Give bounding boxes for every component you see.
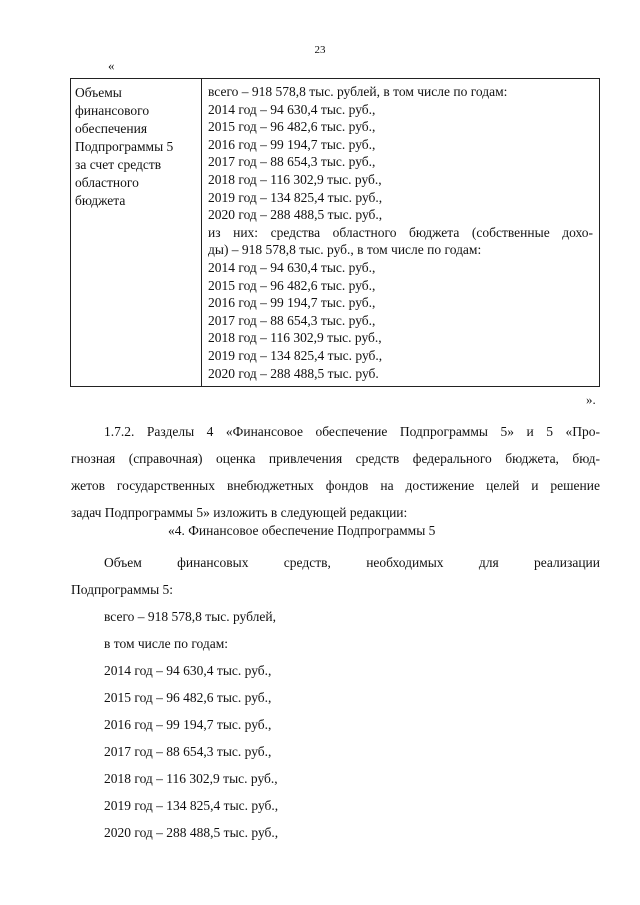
paragraph-line: гнозная (справочная) оценка привлечения средств федерального бюджета, бюд- [71, 451, 600, 466]
section-title: «4. Финансовое обеспечение Подпрограммы 5 [168, 523, 436, 538]
sub-year-line: 2020 год – 288 488,5 тыс. руб. [208, 365, 379, 381]
volume-word: реализации [534, 555, 600, 570]
list-item: всего – 918 578,8 тыс. рублей, [104, 609, 276, 624]
year-line: 2018 год – 116 302,9 тыс. руб., [208, 171, 382, 187]
list-item: в том числе по годам: [104, 636, 229, 651]
label-line: Подпрограммы 5 [75, 139, 174, 154]
list-item: 2014 год – 94 630,4 тыс. руб., [104, 663, 272, 678]
volume-line [104, 549, 600, 576]
list-item: 2020 год – 288 488,5 тыс. руб., [104, 825, 279, 840]
sub-year-line: 2017 год – 88 654,3 тыс. руб., [208, 312, 376, 328]
paragraph-line: 1.7.2. Разделы 4 «Финансовое обеспечение Подпрограммы 5» и 5 «Про- [104, 424, 600, 439]
label-line: областного [75, 175, 139, 190]
funding-list [104, 603, 278, 846]
list-item: 2018 год – 116 302,9 тыс. руб., [104, 771, 278, 786]
sub-year-line: 2019 год – 134 825,4 тыс. руб., [208, 347, 383, 363]
volume-word: необходимых [366, 555, 444, 570]
volume-word: Объем [104, 555, 142, 570]
table-value-cell [202, 79, 599, 386]
list-item: 2016 год – 99 194,7 тыс. руб., [104, 717, 272, 732]
label-line: Объемы [75, 85, 122, 100]
list-item: 2019 год – 134 825,4 тыс. руб., [104, 798, 279, 813]
label-line: обеспечения [75, 121, 148, 136]
volume-paragraph [71, 549, 600, 603]
label-line: за счет средств [75, 157, 162, 172]
year-line: 2019 год – 134 825,4 тыс. руб., [208, 189, 383, 205]
year-line: 2020 год – 288 488,5 тыс. руб., [208, 207, 383, 223]
list-item: 2017 год – 88 654,3 тыс. руб., [104, 744, 272, 759]
amendment-paragraph [71, 418, 600, 526]
subtotal-line: из них: средства областного бюджета (собственные дохо- [208, 224, 593, 240]
closing-quote-mark: ». [586, 392, 596, 407]
label-line: бюджета [75, 193, 126, 208]
total-line: всего – 918 578,8 тыс. рублей, в том числе по годам: [208, 84, 508, 99]
subtotal-line: ды) – 918 578,8 тыс. руб., в том числе по годам: [208, 242, 482, 258]
sub-year-line: 2016 год – 99 194,7 тыс. руб., [208, 295, 376, 311]
volume-word: средств, [283, 555, 331, 570]
list-item: 2015 год – 96 482,6 тыс. руб., [104, 690, 272, 705]
sub-year-line: 2018 год – 116 302,9 тыс. руб., [208, 330, 382, 346]
paragraph-line: задач Подпрограммы 5» изложить в следующей редакции: [71, 505, 408, 520]
paragraph-line: жетов государственных внебюджетных фондов на достижение целей и решение [71, 478, 600, 493]
year-line: 2017 год – 88 654,3 тыс. руб., [208, 154, 376, 170]
year-line: 2016 год – 99 194,7 тыс. руб., [208, 136, 376, 152]
sub-year-line: 2015 год – 96 482,6 тыс. руб., [208, 277, 376, 293]
funding-table [70, 78, 600, 387]
year-line: 2014 год – 94 630,4 тыс. руб., [208, 101, 376, 117]
volume-line: Подпрограммы 5: [71, 582, 174, 597]
page-number: 23 [314, 44, 326, 56]
opening-quote-mark: « [108, 58, 115, 73]
year-line: 2015 год – 96 482,6 тыс. руб., [208, 119, 376, 135]
volume-word: для [478, 555, 499, 570]
sub-year-line: 2014 год – 94 630,4 тыс. руб., [208, 259, 376, 275]
label-line: финансового [75, 103, 150, 118]
volume-word: финансовых [177, 555, 249, 570]
table-label-cell [71, 79, 202, 386]
